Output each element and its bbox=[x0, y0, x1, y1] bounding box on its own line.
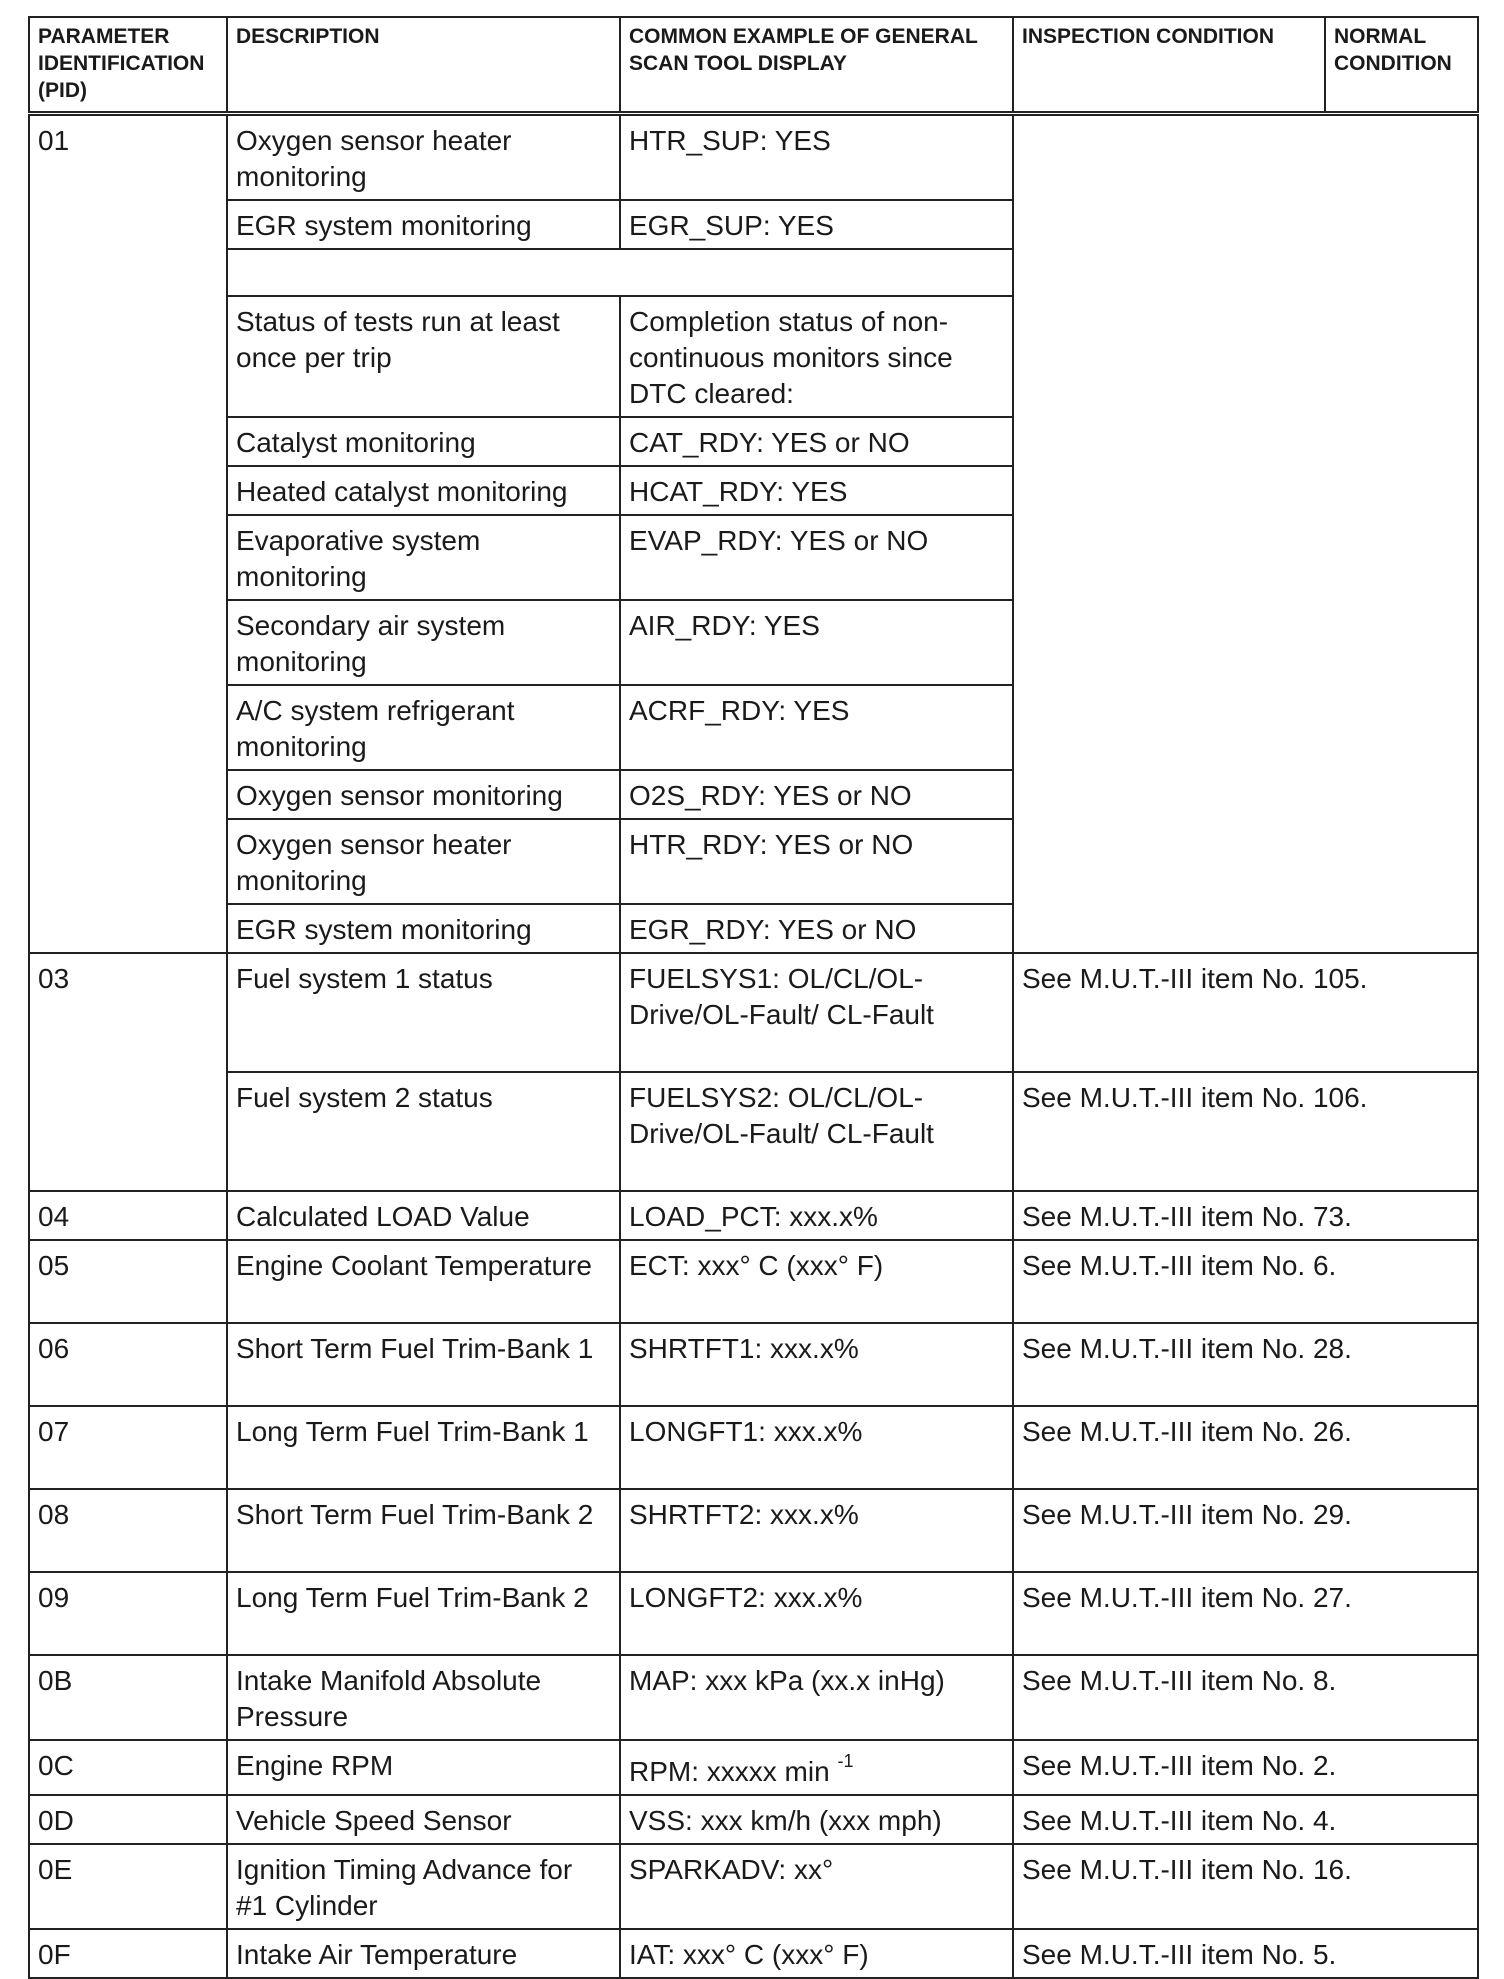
condition-cell: See M.U.T.-III item No. 73. bbox=[1013, 1191, 1478, 1240]
pid-cell: 07 bbox=[29, 1406, 227, 1489]
table-row bbox=[29, 1323, 1478, 1406]
display-cell: SHRTFT1: xxx.x% bbox=[620, 1323, 1013, 1406]
condition-cell: See M.U.T.-III item No. 8. bbox=[1013, 1655, 1478, 1740]
description-cell: Evaporative system monitoring bbox=[227, 515, 620, 600]
table-row bbox=[29, 1489, 1478, 1572]
description-cell: Secondary air system monitoring bbox=[227, 600, 620, 685]
description-cell: Fuel system 1 status bbox=[227, 953, 620, 1072]
display-cell: CAT_RDY: YES or NO bbox=[620, 417, 1013, 466]
description-cell: Catalyst monitoring bbox=[227, 417, 620, 466]
description-cell: Short Term Fuel Trim-Bank 1 bbox=[227, 1323, 620, 1406]
display-cell: HCAT_RDY: YES bbox=[620, 466, 1013, 515]
description-cell: Intake Air Temperature bbox=[227, 1929, 620, 1978]
display-cell: MAP: xxx kPa (xx.x inHg) bbox=[620, 1655, 1013, 1740]
condition-cell: See M.U.T.-III item No. 6. bbox=[1013, 1240, 1478, 1323]
condition-cell: See M.U.T.-III item No. 16. bbox=[1013, 1844, 1478, 1929]
description-cell: Fuel system 2 status bbox=[227, 1072, 620, 1191]
pid-cell: 0F bbox=[29, 1929, 227, 1978]
display-cell: LONGFT2: xxx.x% bbox=[620, 1572, 1013, 1655]
display-cell: Completion status of non-continuous monitors since DTC cleared: bbox=[620, 296, 1013, 417]
pid-cell: 08 bbox=[29, 1489, 227, 1572]
description-cell: Ignition Timing Advance for #1 Cylinder bbox=[227, 1844, 620, 1929]
display-cell: FUELSYS2: OL/CL/OL-Drive/OL-Fault/ CL-Fault bbox=[620, 1072, 1013, 1191]
display-cell: LOAD_PCT: xxx.x% bbox=[620, 1191, 1013, 1240]
condition-cell: See M.U.T.-III item No. 2. bbox=[1013, 1740, 1478, 1795]
description-cell: Engine Coolant Temperature bbox=[227, 1240, 620, 1323]
table-row bbox=[29, 114, 1478, 201]
header-normal: NORMAL CONDITION bbox=[1325, 17, 1478, 114]
table-row bbox=[29, 1795, 1478, 1844]
display-cell: EVAP_RDY: YES or NO bbox=[620, 515, 1013, 600]
display-cell: VSS: xxx km/h (xxx mph) bbox=[620, 1795, 1013, 1844]
description-cell: Long Term Fuel Trim-Bank 1 bbox=[227, 1406, 620, 1489]
table-row bbox=[29, 1844, 1478, 1929]
description-cell: Oxygen sensor heater monitoring bbox=[227, 819, 620, 904]
blank-cell bbox=[227, 249, 1013, 296]
description-cell: EGR system monitoring bbox=[227, 904, 620, 953]
pid-table bbox=[28, 16, 1479, 1979]
table-row bbox=[29, 1929, 1478, 1978]
description-cell: Vehicle Speed Sensor bbox=[227, 1795, 620, 1844]
display-cell: O2S_RDY: YES or NO bbox=[620, 770, 1013, 819]
description-cell: Heated catalyst monitoring bbox=[227, 466, 620, 515]
display-text: RPM: xxxxx min bbox=[629, 1756, 830, 1787]
display-cell: EGR_RDY: YES or NO bbox=[620, 904, 1013, 953]
display-superscript: -1 bbox=[837, 1750, 854, 1771]
condition-cell: See M.U.T.-III item No. 106. bbox=[1013, 1072, 1478, 1191]
pid-cell: 01 bbox=[29, 114, 227, 954]
display-cell: ACRF_RDY: YES bbox=[620, 685, 1013, 770]
header-pid: PARAMETER IDENTIFICATION (PID) bbox=[29, 17, 227, 114]
table-row bbox=[29, 1072, 1478, 1191]
pid-cell: 05 bbox=[29, 1240, 227, 1323]
header-display: COMMON EXAMPLE OF GENERAL SCAN TOOL DISPLAY bbox=[620, 17, 1013, 114]
display-cell: IAT: xxx° C (xxx° F) bbox=[620, 1929, 1013, 1978]
condition-cell: See M.U.T.-III item No. 4. bbox=[1013, 1795, 1478, 1844]
condition-cell: See M.U.T.-III item No. 5. bbox=[1013, 1929, 1478, 1978]
table-row bbox=[29, 953, 1478, 1072]
description-cell: Long Term Fuel Trim-Bank 2 bbox=[227, 1572, 620, 1655]
condition-cell-empty bbox=[1013, 114, 1478, 954]
pid-cell: 0C bbox=[29, 1740, 227, 1795]
display-cell: AIR_RDY: YES bbox=[620, 600, 1013, 685]
table-row bbox=[29, 1240, 1478, 1323]
pid-cell: 09 bbox=[29, 1572, 227, 1655]
description-cell: A/C system refrigerant monitoring bbox=[227, 685, 620, 770]
table-row bbox=[29, 1655, 1478, 1740]
table-row bbox=[29, 1740, 1478, 1795]
condition-cell: See M.U.T.-III item No. 26. bbox=[1013, 1406, 1478, 1489]
header-row bbox=[29, 17, 1478, 114]
description-cell: Engine RPM bbox=[227, 1740, 620, 1795]
display-cell: HTR_SUP: YES bbox=[620, 114, 1013, 201]
display-cell: FUELSYS1: OL/CL/OL-Drive/OL-Fault/ CL-Fault bbox=[620, 953, 1013, 1072]
header-description: DESCRIPTION bbox=[227, 17, 620, 114]
table-row bbox=[29, 1406, 1478, 1489]
table-row bbox=[29, 1191, 1478, 1240]
table-row bbox=[29, 1572, 1478, 1655]
condition-cell: See M.U.T.-III item No. 28. bbox=[1013, 1323, 1478, 1406]
condition-cell: See M.U.T.-III item No. 29. bbox=[1013, 1489, 1478, 1572]
condition-cell: See M.U.T.-III item No. 105. bbox=[1013, 953, 1478, 1072]
description-cell: Status of tests run at least once per trip bbox=[227, 296, 620, 417]
description-cell: Oxygen sensor monitoring bbox=[227, 770, 620, 819]
display-cell bbox=[620, 1740, 1013, 1795]
display-cell: LONGFT1: xxx.x% bbox=[620, 1406, 1013, 1489]
description-cell: EGR system monitoring bbox=[227, 200, 620, 249]
pid-cell: 06 bbox=[29, 1323, 227, 1406]
description-cell: Calculated LOAD Value bbox=[227, 1191, 620, 1240]
header-inspection: INSPECTION CONDITION bbox=[1013, 17, 1325, 114]
condition-cell: See M.U.T.-III item No. 27. bbox=[1013, 1572, 1478, 1655]
pid-cell: 0E bbox=[29, 1844, 227, 1929]
description-cell: Intake Manifold Absolute Pressure bbox=[227, 1655, 620, 1740]
display-cell: SHRTFT2: xxx.x% bbox=[620, 1489, 1013, 1572]
description-cell: Oxygen sensor heater monitoring bbox=[227, 114, 620, 201]
display-cell: EGR_SUP: YES bbox=[620, 200, 1013, 249]
pid-cell: 03 bbox=[29, 953, 227, 1191]
pid-cell: 0D bbox=[29, 1795, 227, 1844]
description-cell: Short Term Fuel Trim-Bank 2 bbox=[227, 1489, 620, 1572]
pid-cell: 04 bbox=[29, 1191, 227, 1240]
display-cell: SPARKADV: xx° bbox=[620, 1844, 1013, 1929]
pid-cell: 0B bbox=[29, 1655, 227, 1740]
display-cell: ECT: xxx° C (xxx° F) bbox=[620, 1240, 1013, 1323]
display-cell: HTR_RDY: YES or NO bbox=[620, 819, 1013, 904]
